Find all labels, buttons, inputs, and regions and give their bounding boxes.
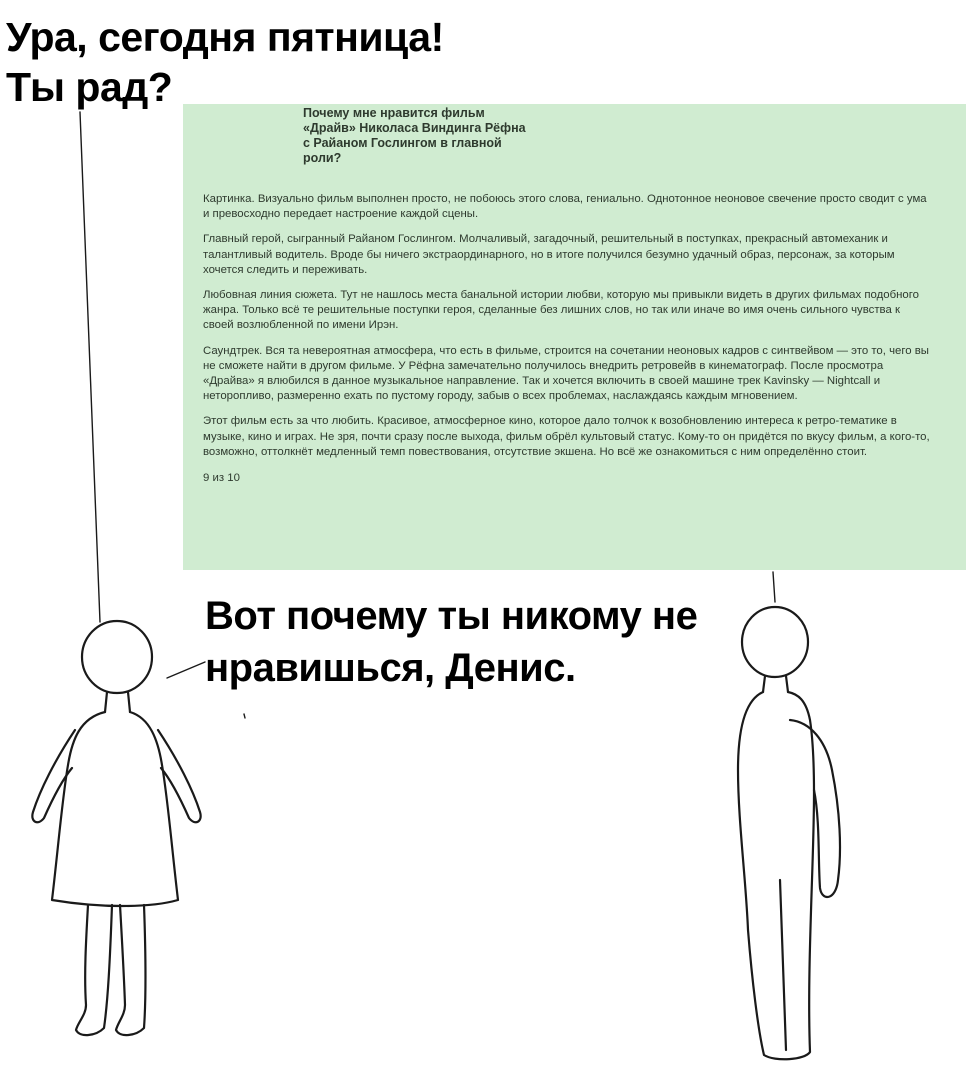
boy-figure: [738, 607, 840, 1059]
review-panel: [183, 104, 966, 570]
stray-mark: [244, 714, 245, 718]
boy-body: [738, 692, 814, 1059]
girl-right-leg: [116, 905, 146, 1035]
bottom-speech-text: Вот почему ты никому не нравишься, Денис.: [205, 594, 698, 690]
review-paragraph: Саундтрек. Вся та невероятная атмосфера, что есть в фильме, строится на сочетании неоновых кадров с синтвейвом — это то, чего вы не сможете найти в другом фильме. У Рёфна замечательно получилось внедрить ретровейв в кинематограф. После просмотра «Драйва» я влюбился в данное музыкальное направление. Так и хочется включить в своей машине трек Kavinsky — Nightcall и неторопливо, размеренно ехать по пустому городу, забыв о всех проблемах, наслаждаясь каждым мгновением.: [203, 344, 929, 403]
girl-left-leg: [76, 905, 112, 1035]
review-paragraph: Этот фильм есть за что любить. Красивое, атмосферное кино, которое дало толчок к возобновлению интереса к ретро-тематике в музыке, кино и играх. Не зря, почти сразу после выхода, фильм обрёл культовый статус. Кому-то он придётся по вкусу фильм, а кого-то, возможно, оттолкнёт медленный темп повествования, отсутствие экшена. Но всё же ознакомиться с ним определённо стоит.: [203, 415, 930, 458]
girl-dress: [52, 712, 178, 906]
boy-speech-tail: [773, 572, 775, 602]
review-score: 9 из 10: [203, 472, 240, 485]
review-title: Почему мне нравится фильм «Драйв» Николаса Виндинга Рёфна с Райаном Гослингом в главной роли?: [303, 106, 526, 165]
top-speech-tail: [80, 112, 100, 622]
girl-left-arm: [32, 730, 75, 822]
review-paragraph: Картинка. Визуально фильм выполнен просто, не побоюсь этого слова, гениально. Однотонное неоновое свечение просто сводит с ума и превосходно передает настроение каждой сцены.: [203, 193, 927, 221]
top-speech-text: Ура, сегодня пятница! Ты рад?: [6, 14, 444, 110]
girl-figure: [32, 621, 200, 1035]
boy-leg-line: [780, 880, 786, 1050]
girl-neck: [105, 692, 130, 712]
boy-neck: [763, 676, 788, 692]
boy-arm: [790, 720, 840, 897]
girl-head: [82, 621, 152, 693]
review-paragraph: Главный герой, сыгранный Райаном Гослингом. Молчаливый, загадочный, решительный в поступках, прекрасный автомеханик и талантливый водитель. Вроде бы ничего экстраординарного, но в итоге получился безумно удачный образ, персонаж, за которым хочется следить и переживать.: [203, 233, 895, 276]
review-paragraph: Любовная линия сюжета. Тут не нашлось места банальной истории любви, которую мы привыкли видеть в других фильмах подобного жанра. Только всё те решительные поступки героя, сделанные без лишних слов, но так или иначе во имя очень сильного чувства к своей возлюбленной по имени Ирэн.: [203, 289, 919, 332]
boy-head: [742, 607, 808, 677]
bottom-speech-tail: [167, 662, 205, 678]
